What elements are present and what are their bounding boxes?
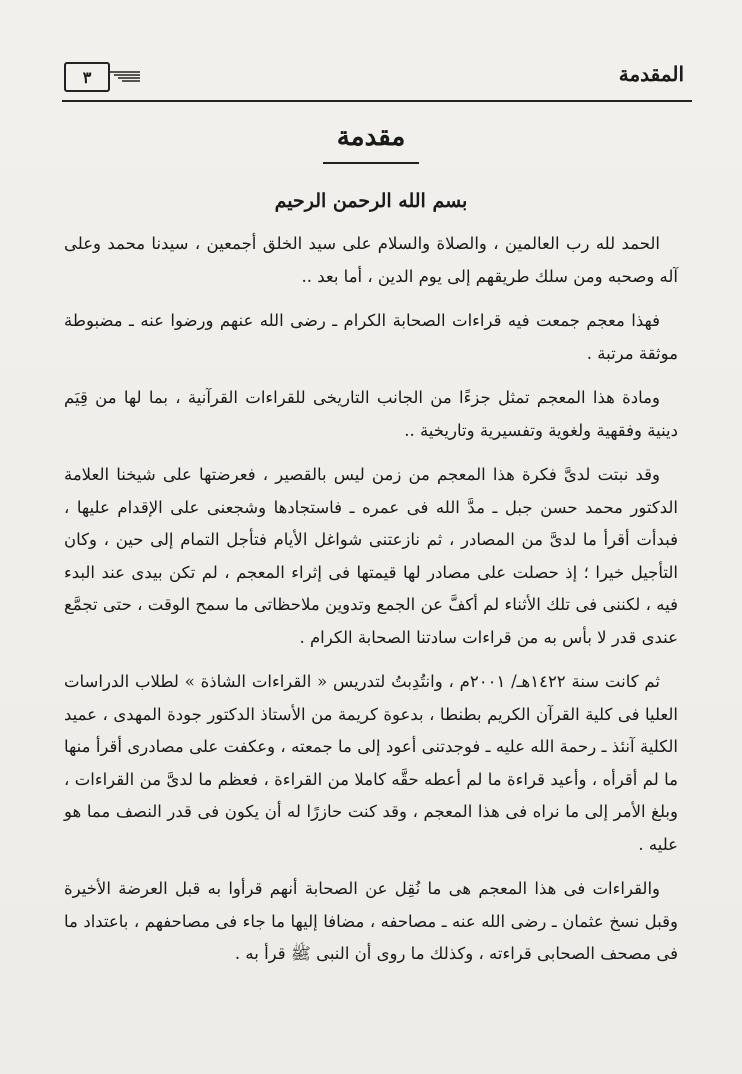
running-header <box>62 56 692 96</box>
body-text <box>64 228 678 983</box>
chapter-title-underline <box>323 162 419 164</box>
header-ornament-icon <box>110 70 140 84</box>
page-number: ٣ <box>64 62 110 92</box>
paragraph: والقراءات فى هذا المعجم هى ما نُقِل عن الصحابة أنهم قرأوا به قبل العرضة الأخيرة وقبل نسخ عثمان ـ رضى الله عنه ـ مصاحفه ، مضافا إليها ما جاء فى مصاحفهم ، باعتداد ما فى مصحف الصحابى قراءته ، وكذلك ما روى أن النبى ﷺ قرأ به . <box>64 879 678 963</box>
paragraph: ومادة هذا المعجم تمثل جزءًا من الجانب التاريخى للقراءات القرآنية ، بما لها من قِيَم دينية وفقهية ولغوية وتفسيرية وتاريخية .. <box>64 388 678 440</box>
paragraph: ثم كانت سنة ١٤٢٢هـ/ ٢٠٠١م ، وانتُدِبتُ لتدريس « القراءات الشاذة » لطلاب الدراسات العليا فى كلية القرآن الكريم بطنطا ، بدعوة كريمة من الأستاذ الدكتور جودة المهدى ، عميد الكلية آنئذ ـ رحمة الله عليه ـ فوجدتنى أعود إلى ما جمعته ، وعكفت على مصادرى أقرأ منها ما لم أقرأه ، وأعيد قراءة ما لم أعطه حقَّه كاملا من القراءة ، فعظم ما لدىَّ من القراءات ، وبلغ الأمر إلى ما نراه فى هذا المعجم ، وقد كنت حازرًا له أن يكون فى قدر النصف مما هو عليه . <box>64 672 678 854</box>
paragraph: فهذا معجم جمعت فيه قراءات الصحابة الكرام ـ رضى الله عنهم ورضوا عنه ـ مضبوطة موثقة مرتبة . <box>64 311 678 363</box>
paragraph: الحمد لله رب العالمين ، والصلاة والسلام على سيد الخلق أجمعين ، سيدنا محمد وعلى آله وصحبه ومن سلك طريقهم إلى يوم الدين ، أما بعد .. <box>64 234 678 286</box>
running-header-title: المقدمة <box>618 62 684 86</box>
basmala: بسم الله الرحمن الرحيم <box>274 190 468 212</box>
paragraph: وقد نبتت لدىَّ فكرة هذا المعجم من زمن ليس بالقصير ، فعرضتها على شيخنا العلامة الدكتور محمد حسن جبل ـ مدَّ الله فى عمره ـ فاستجادها وشجعنى على الإقدام عليها ، فبدأت أقرأ ما لدىَّ من المصادر ، ثم نازعتنى شواغل الأيام فتأجل التمام إلى حين ، وكان التأجيل خيرا ؛ إذ حصلت على مصادر لها قيمتها فى إثراء المعجم ، لم تكن بيدى عند البدء فيه ، لكننى فى تلك الأثناء لم أكفَّ عن الجمع وتدوين ملاحظاتى ما سمح الوقت ، حتى تجمَّع عندى قدر لا بأس به من قراءات سادتنا الصحابة الكرام . <box>64 465 678 647</box>
header-rule <box>62 100 692 102</box>
chapter-title: مقدمة <box>336 122 406 152</box>
